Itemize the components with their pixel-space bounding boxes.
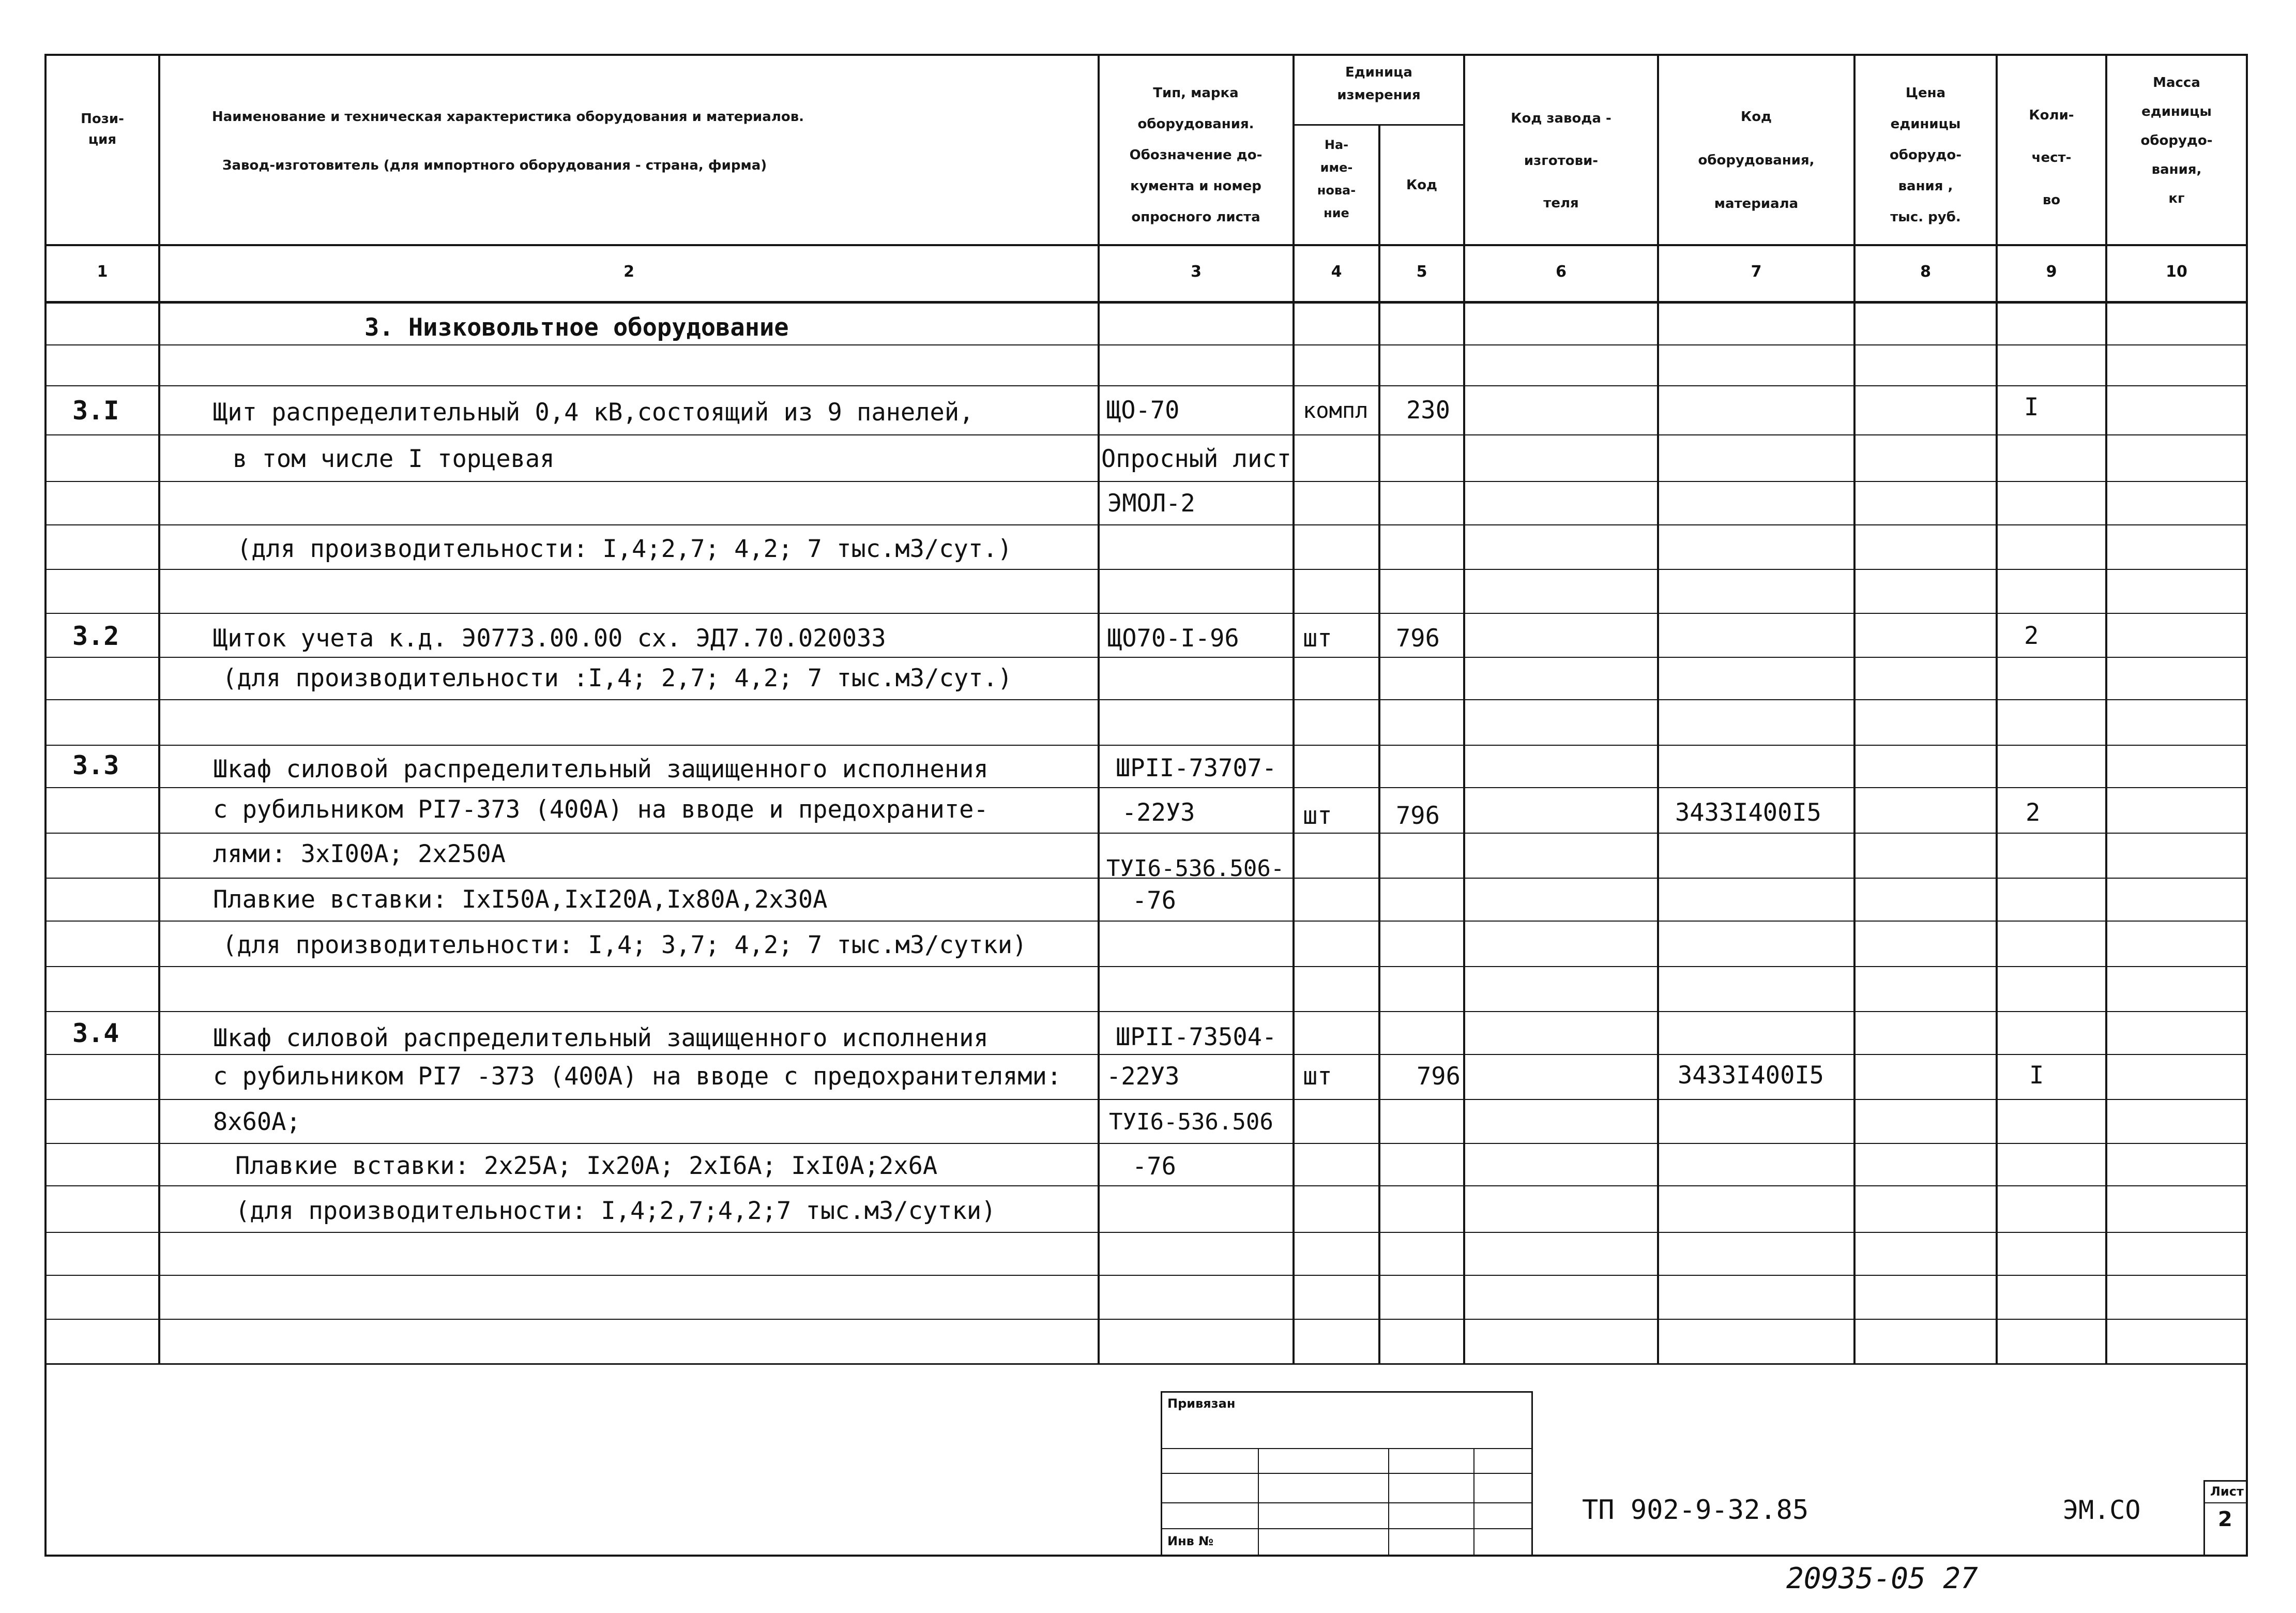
column-number: 8: [1920, 263, 1931, 281]
header-quantity: Коли- чест- во: [2029, 108, 2074, 208]
item-description-line: 8х60А;: [213, 1108, 301, 1136]
item-type-line: Опросный лист: [1101, 445, 1291, 473]
column-number: 3: [1191, 263, 1202, 281]
header-unit-code: Код: [1406, 177, 1438, 193]
column-number: 1: [97, 263, 108, 281]
item-position: 3.4: [72, 1018, 119, 1048]
archive-number: 20935-05 27: [1786, 1562, 1978, 1595]
item-description-line: Плавкие вставки: 2х25А; Iх20А; 2хI6А; IхI0А;2х6А: [235, 1152, 938, 1180]
column-number: 6: [1556, 263, 1567, 281]
header-price: Цена единицы оборудо- вания , тыс. руб.: [1889, 85, 1962, 225]
item-description-line: Щиток учета к.д. Э0773.00.00 сх. ЭД7.70.020033: [213, 624, 886, 653]
item-type-line: -22У3: [1106, 1062, 1180, 1091]
item-type-line: -22У3: [1122, 798, 1195, 827]
section-title: 3. Низковольтное оборудование: [364, 313, 789, 342]
item-type-line: ШРII-73504-: [1116, 1023, 1277, 1051]
column-number: 7: [1751, 263, 1762, 281]
item-description-line: (для производительности: I,4;2,7;4,2;7 тыс.м3/сутки): [235, 1197, 996, 1225]
linked-stamp-label: Привязан: [1167, 1396, 1236, 1411]
document-mark: ЭМ.СО: [2063, 1495, 2141, 1525]
header-mass: Масса единицы оборудо- вания, кг: [2140, 75, 2213, 206]
item-quantity: I: [2029, 1061, 2044, 1090]
inventory-number-label: Инв №: [1167, 1534, 1214, 1548]
item-equipment-code: 3433I400I5: [1675, 798, 1821, 827]
item-equipment-code: 3433I400I5: [1678, 1061, 1824, 1090]
item-description-line: Шкаф силовой распределительный защищенного исполнения: [213, 1024, 989, 1052]
item-position: 3.2: [72, 621, 119, 651]
item-position: 3.I: [72, 396, 119, 426]
item-quantity: 2: [2026, 798, 2041, 827]
item-unit-code: 796: [1417, 1062, 1461, 1091]
item-type-line: ЩО-70: [1106, 396, 1180, 425]
item-unit: шт: [1303, 802, 1332, 830]
item-description-line: в том числе I торцевая: [233, 445, 555, 473]
header-unit-name: На- име- нова- ние: [1317, 138, 1356, 220]
header-name-line2: Завод-изготовитель (для импортного оборудования - страна, фирма): [222, 158, 767, 173]
item-quantity: 2: [2024, 622, 2039, 650]
item-description-line: с рубильником РI7 -373 (400А) на вводе с предохранителями:: [213, 1062, 1062, 1091]
column-number: 4: [1331, 263, 1342, 281]
column-number: 5: [1416, 263, 1427, 281]
item-unit-code: 796: [1396, 624, 1440, 653]
sheet-label: Лист: [2210, 1484, 2244, 1499]
header-position: Пози- ция: [81, 111, 124, 147]
document-code: ТП 902-9-32.85: [1582, 1495, 1809, 1526]
item-description-line: Плавкие вставки: IхI50А,IхI20А,Iх80А,2х30А: [213, 885, 828, 914]
item-description-line: (для производительности: I,4; 3,7; 4,2; 7 тыс.м3/сутки): [222, 931, 1027, 959]
item-description-line: (для производительности: I,4;2,7; 4,2; 7 тыс.м3/сут.): [237, 535, 1012, 563]
item-description-line: с рубильником РI7-373 (400А) на вводе и предохраните-: [213, 795, 989, 824]
item-unit-code: 230: [1406, 396, 1450, 425]
column-number: 10: [2166, 263, 2187, 281]
sheet-number: 2: [2218, 1508, 2232, 1531]
header-type: Тип, марка оборудования. Обозначение до- кумента и номер опросного листа: [1129, 85, 1263, 225]
header-equip-code: Код оборудования, материала: [1698, 109, 1815, 212]
item-type-line: -76: [1132, 1152, 1176, 1181]
item-type-line: ТУI6-536.506-: [1106, 855, 1285, 882]
column-number: 9: [2046, 263, 2057, 281]
header-name-line1: Наименование и техническая характеристика оборудования и материалов.: [212, 109, 804, 125]
item-description-line: Шкаф силовой распределительный защищенного исполнения: [213, 755, 989, 783]
item-unit: шт: [1303, 1062, 1332, 1091]
item-unit: шт: [1303, 624, 1332, 653]
item-description-line: (для производительности :I,4; 2,7; 4,2; 7 тыс.м3/сут.): [222, 664, 1013, 692]
item-position: 3.3: [72, 750, 119, 780]
item-unit-code: 796: [1396, 802, 1440, 830]
item-type-line: -76: [1132, 886, 1176, 915]
item-type-line: ЩО70-I-96: [1107, 624, 1239, 653]
header-unit-group: Единица измерения: [1337, 65, 1421, 103]
item-quantity: I: [2024, 393, 2039, 421]
item-type-line: ТУI6-536.506: [1109, 1109, 1273, 1135]
item-unit: компл: [1303, 398, 1369, 423]
item-type-line: ЭМОЛ-2: [1107, 489, 1195, 518]
item-type-line: ШРII-73707-: [1116, 754, 1277, 782]
header-mfr-code: Код завода - изготови- теля: [1511, 111, 1611, 211]
item-description-line: Щит распределительный 0,4 кВ,состоящий из 9 панелей,: [213, 398, 974, 427]
item-description-line: лями: 3хI00А; 2х250А: [213, 840, 506, 868]
column-number: 2: [624, 263, 634, 281]
